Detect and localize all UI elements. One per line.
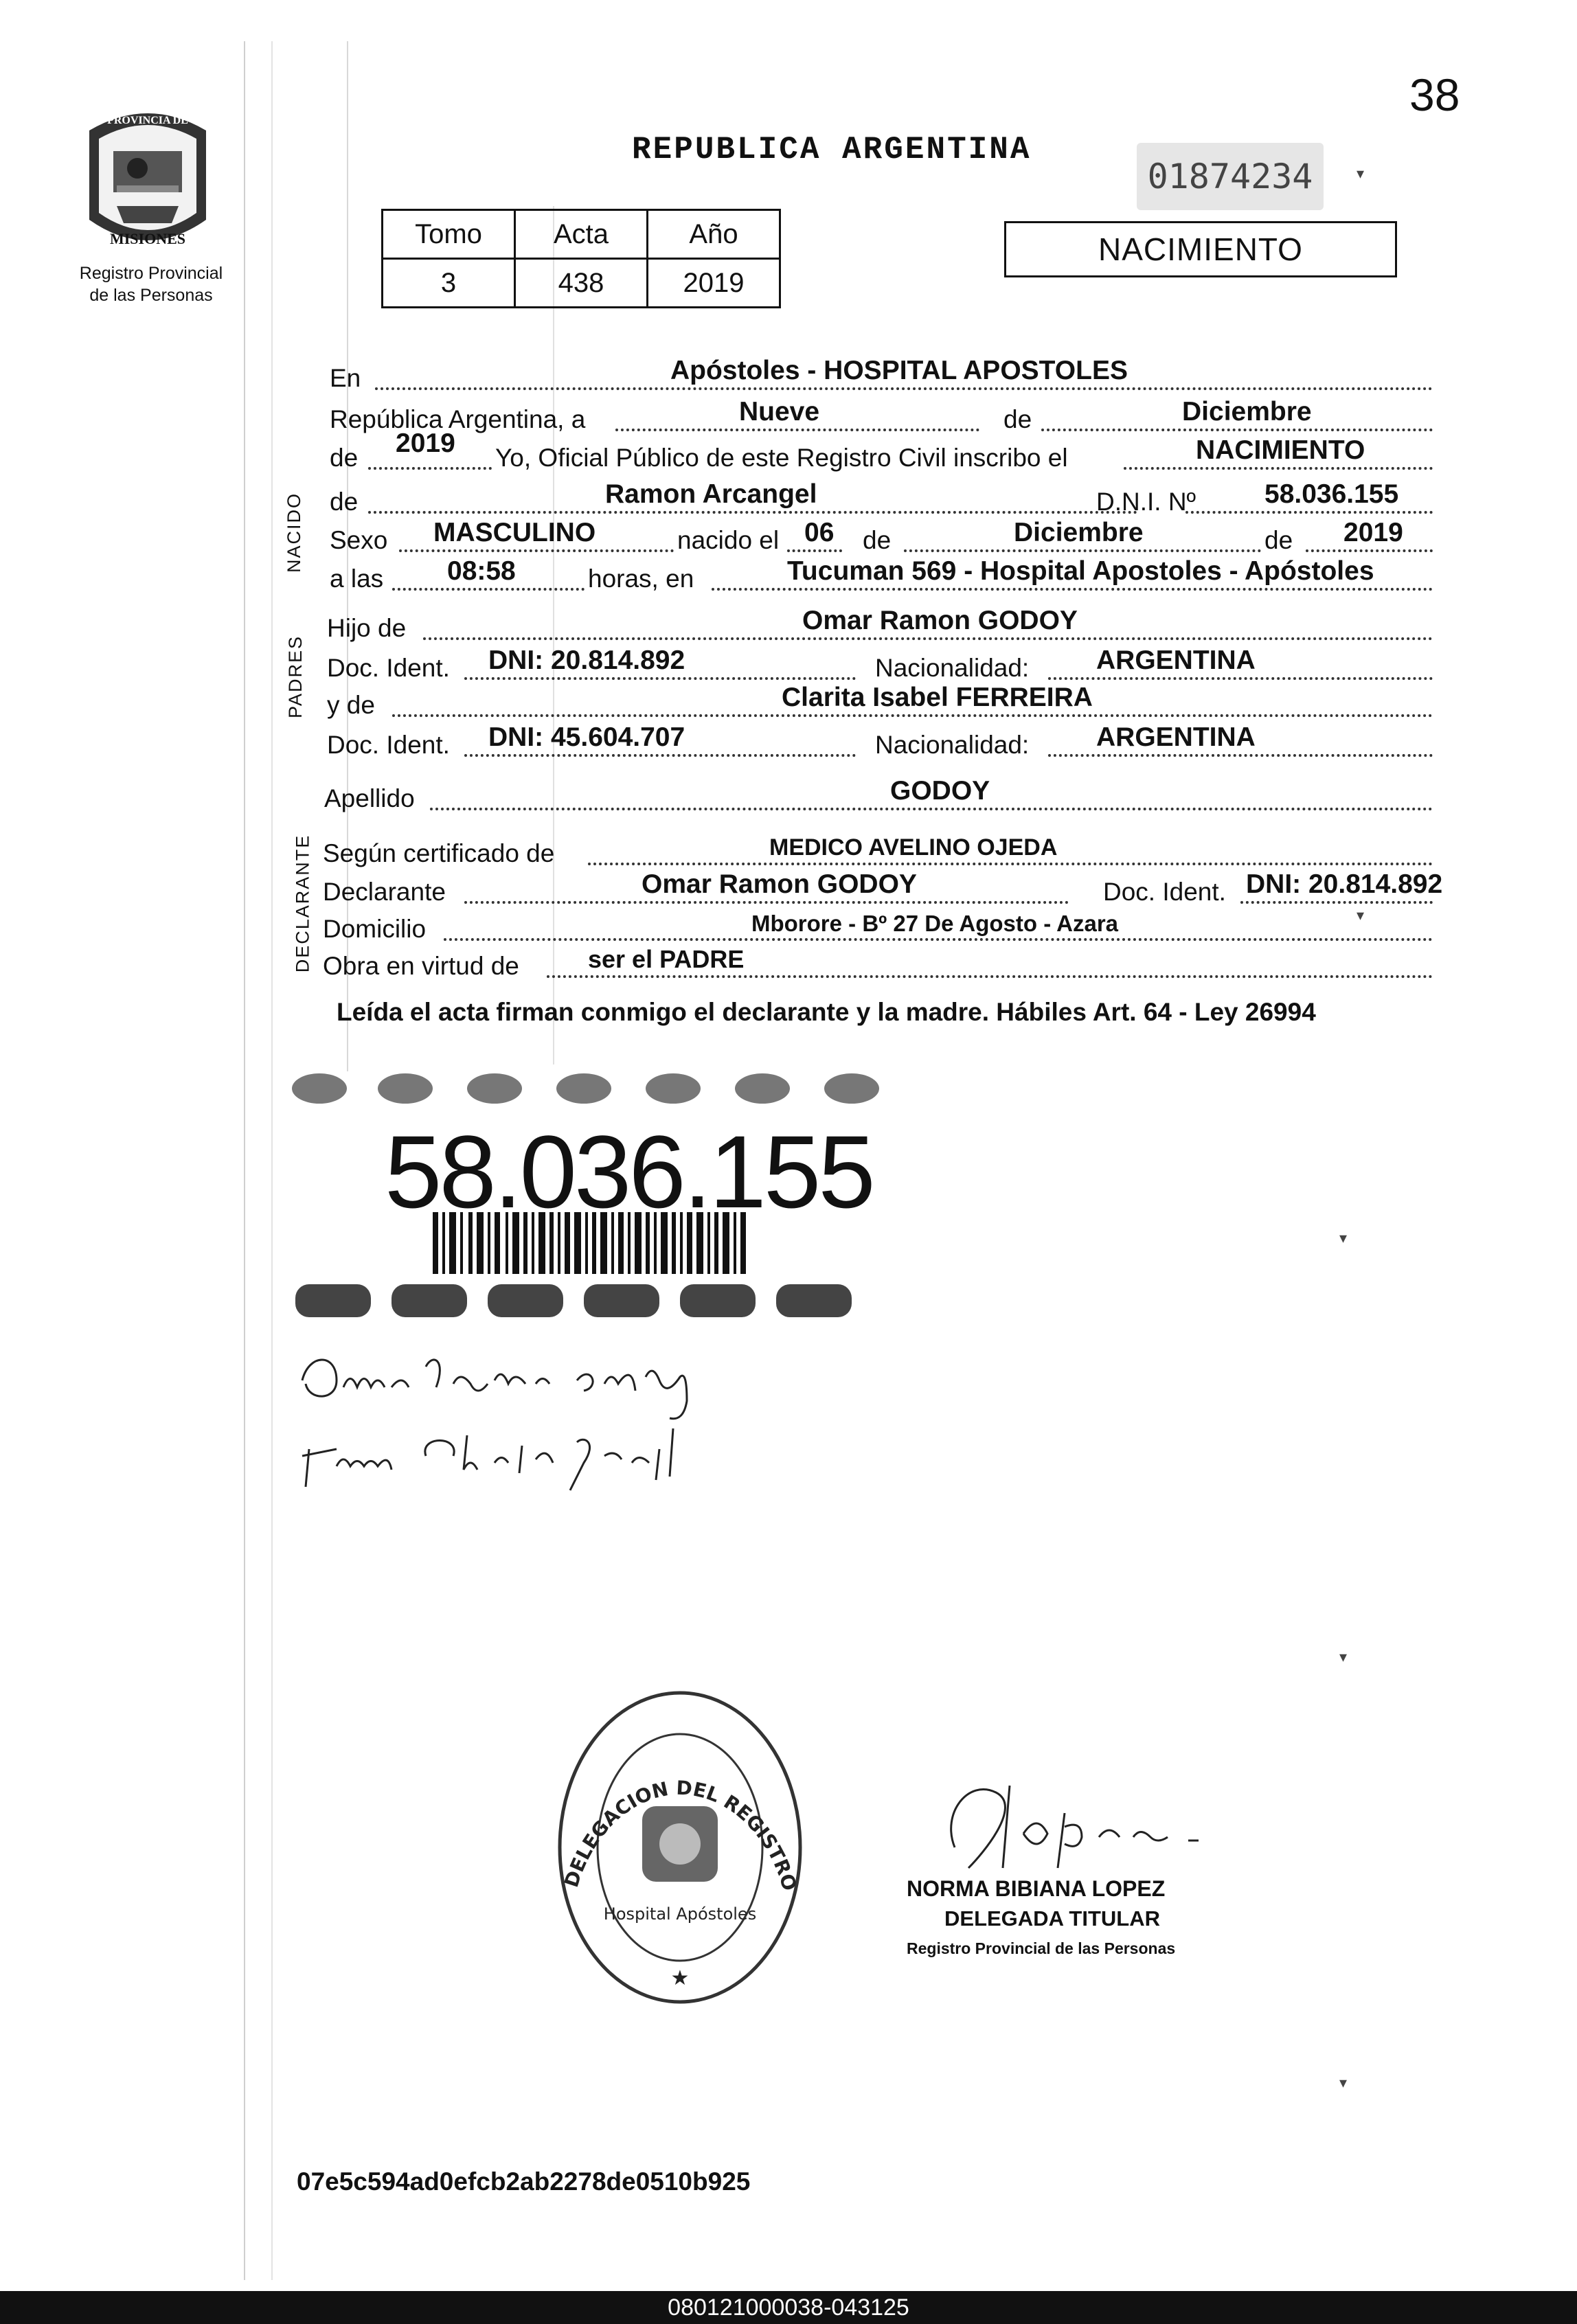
dots — [392, 588, 585, 591]
dots — [1240, 901, 1433, 904]
province-logo — [76, 103, 220, 261]
country-title: REPUBLICA ARGENTINA — [632, 132, 1032, 168]
domicilio-value: Mborore - Bº 27 De Agosto - Azara — [751, 911, 1119, 936]
row-republica — [327, 396, 1453, 435]
row-nombre — [327, 478, 1453, 518]
seal-outer-text: DELEGACION DEL REGISTRO — [560, 1776, 802, 1894]
dots — [1306, 549, 1433, 552]
dots — [1048, 754, 1433, 757]
dots — [464, 677, 856, 680]
obra-label: Obra en virtud de — [323, 952, 519, 980]
birth-day: 06 — [804, 518, 835, 547]
sexo-value: MASCULINO — [433, 518, 596, 547]
declarante-doc: DNI: 20.814.892 — [1246, 869, 1443, 899]
official-org: Registro Provincial de las Personas — [907, 1939, 1176, 1957]
scan-mark: ▾ — [1339, 1648, 1348, 1665]
republica-label: República Argentina, a — [330, 405, 586, 433]
side-label-declarante: DECLARANTE — [292, 834, 313, 973]
nacido-el-label: nacido el — [677, 526, 780, 554]
dots — [588, 863, 1433, 865]
dots — [375, 387, 1433, 390]
tomo-header: Tomo — [383, 210, 515, 259]
scan-mark: ▾ — [1339, 2074, 1348, 2091]
sexo-label: Sexo — [330, 526, 388, 554]
registry-org — [55, 262, 247, 306]
dots — [423, 637, 1433, 640]
seal-inner-text: Hospital Apóstoles — [603, 1904, 757, 1924]
dots — [712, 588, 1433, 591]
segun-value: MEDICO AVELINO OJEDA — [769, 834, 1058, 861]
father-doc: DNI: 20.814.892 — [488, 646, 685, 675]
org-line1: Registro Provincial — [79, 264, 223, 283]
en-label: En — [330, 364, 361, 392]
row-y-de — [327, 681, 1453, 721]
dots — [392, 714, 1433, 717]
side-label-padres: PADRES — [285, 635, 306, 719]
nac1-label: Nacionalidad: — [875, 654, 1030, 682]
dots — [1048, 677, 1433, 680]
row-inscribo — [327, 429, 1453, 474]
dots — [430, 808, 1433, 810]
scan-line — [244, 41, 245, 2280]
month-value: Diciembre — [1182, 397, 1312, 426]
obra-value: ser el PADRE — [588, 945, 745, 973]
de-label: de — [1003, 405, 1032, 433]
dots — [615, 429, 979, 431]
dots — [1124, 467, 1433, 470]
dots — [547, 975, 1433, 978]
dots — [399, 549, 674, 552]
year-value: 2019 — [396, 429, 455, 458]
page-number: 38 — [1409, 69, 1460, 120]
barcode-number: 58.036.155 — [385, 1114, 873, 1229]
de3-label: de — [330, 488, 359, 516]
serial-number: 01874234 — [1137, 143, 1324, 210]
de4-label: de — [863, 526, 892, 554]
row-declarante — [323, 868, 1453, 908]
declarante-label: Declarante — [323, 878, 446, 906]
apellido-value: GODOY — [890, 776, 990, 806]
dots — [368, 467, 492, 470]
seal-star: ★ — [670, 1967, 690, 1990]
mother-doc: DNI: 45.604.707 — [488, 722, 685, 752]
scan-mark: ▾ — [1339, 1229, 1348, 1246]
official-role: DELEGADA TITULAR — [944, 1906, 1160, 1930]
dots — [1041, 429, 1433, 431]
father-nat: ARGENTINA — [1096, 646, 1256, 675]
horas-label: horas, en — [588, 565, 694, 593]
row-mother-doc — [327, 721, 1453, 761]
dots — [1185, 511, 1433, 514]
row-segun — [323, 830, 1453, 869]
child-name: Ramon Arcangel — [605, 479, 817, 509]
inscribo-label: Yo, Oficial Público de este Registro Civil inscribo el — [495, 444, 1068, 472]
official-seal — [549, 1683, 810, 2012]
day-value: Nueve — [739, 397, 820, 426]
row-en — [327, 354, 1453, 394]
acta-value: 438 — [515, 259, 648, 308]
document-type-box: NACIMIENTO — [1004, 221, 1397, 277]
closing-statement: Leída el acta firman conmigo el declarante y la madre. Hábiles Art. 64 - Ley 26994 — [337, 998, 1316, 1026]
a-las-label: a las — [330, 565, 384, 593]
row-hijo-de — [327, 604, 1453, 644]
dni-label: D.N.I. Nº — [1096, 488, 1196, 516]
side-label-nacido: NACIDO — [284, 492, 305, 573]
birth-time: 08:58 — [447, 556, 516, 586]
row-father-doc — [327, 644, 1453, 684]
father-name: Omar Ramon GODOY — [802, 606, 1078, 635]
row-obra — [323, 942, 1453, 982]
doc1-label: Doc. Ident. — [327, 654, 450, 682]
segun-label: Según certificado de — [323, 839, 555, 867]
handwritten-signatures — [288, 1346, 907, 1525]
row-hora — [327, 555, 1453, 595]
acta-header: Acta — [515, 210, 648, 259]
scan-mark: ▾ — [1357, 165, 1365, 182]
scan-line — [271, 41, 273, 2280]
dots — [904, 549, 1261, 552]
footer-code: 080121000038-043125 — [0, 2291, 1577, 2324]
mother-nat: ARGENTINA — [1096, 722, 1256, 752]
doc3-label: Doc. Ident. — [1103, 878, 1226, 906]
hijo-label: Hijo de — [327, 614, 407, 642]
domicilio-label: Domicilio — [323, 915, 427, 943]
ano-value: 2019 — [648, 259, 780, 308]
acta-table — [381, 209, 781, 308]
tomo-value: 3 — [383, 259, 515, 308]
birth-year: 2019 — [1343, 518, 1403, 547]
birth-place: Tucuman 569 - Hospital Apostoles - Apóstoles — [787, 556, 1374, 586]
dots — [368, 511, 1137, 514]
official-name: NORMA BIBIANA LOPEZ — [907, 1876, 1166, 1901]
row-sexo — [327, 516, 1453, 556]
en-value: Apóstoles - HOSPITAL APOSTOLES — [670, 356, 1128, 385]
doc2-label: Doc. Ident. — [327, 731, 450, 759]
nac2-label: Nacionalidad: — [875, 731, 1030, 759]
dots — [444, 938, 1433, 941]
child-dni: 58.036.155 — [1264, 479, 1399, 509]
org-line2: de las Personas — [89, 286, 213, 305]
ano-header: Año — [648, 210, 780, 259]
row-domicilio — [323, 905, 1453, 945]
inscribo-value: NACIMIENTO — [1196, 435, 1365, 465]
birth-month: Diciembre — [1014, 518, 1144, 547]
mother-name: Clarita Isabel FERREIRA — [782, 683, 1093, 712]
apellido-label: Apellido — [324, 784, 415, 812]
declarante-value: Omar Ramon GODOY — [642, 869, 917, 899]
dots — [464, 901, 1069, 904]
yde-label: y de — [327, 691, 375, 719]
scan-mark: ▾ — [1357, 907, 1365, 924]
logo-bottom-text: MISIONES — [109, 230, 186, 247]
dots — [787, 549, 842, 552]
document-hash: 07e5c594ad0efcb2ab2278de0510b925 — [297, 2167, 751, 2196]
logo-top-text: PROVINCIA DE — [107, 115, 188, 126]
official-signature — [927, 1772, 1243, 1882]
row-apellido — [324, 775, 1453, 814]
de2-label: de — [330, 444, 359, 472]
de5-label: de — [1264, 526, 1293, 554]
dots — [464, 754, 856, 757]
